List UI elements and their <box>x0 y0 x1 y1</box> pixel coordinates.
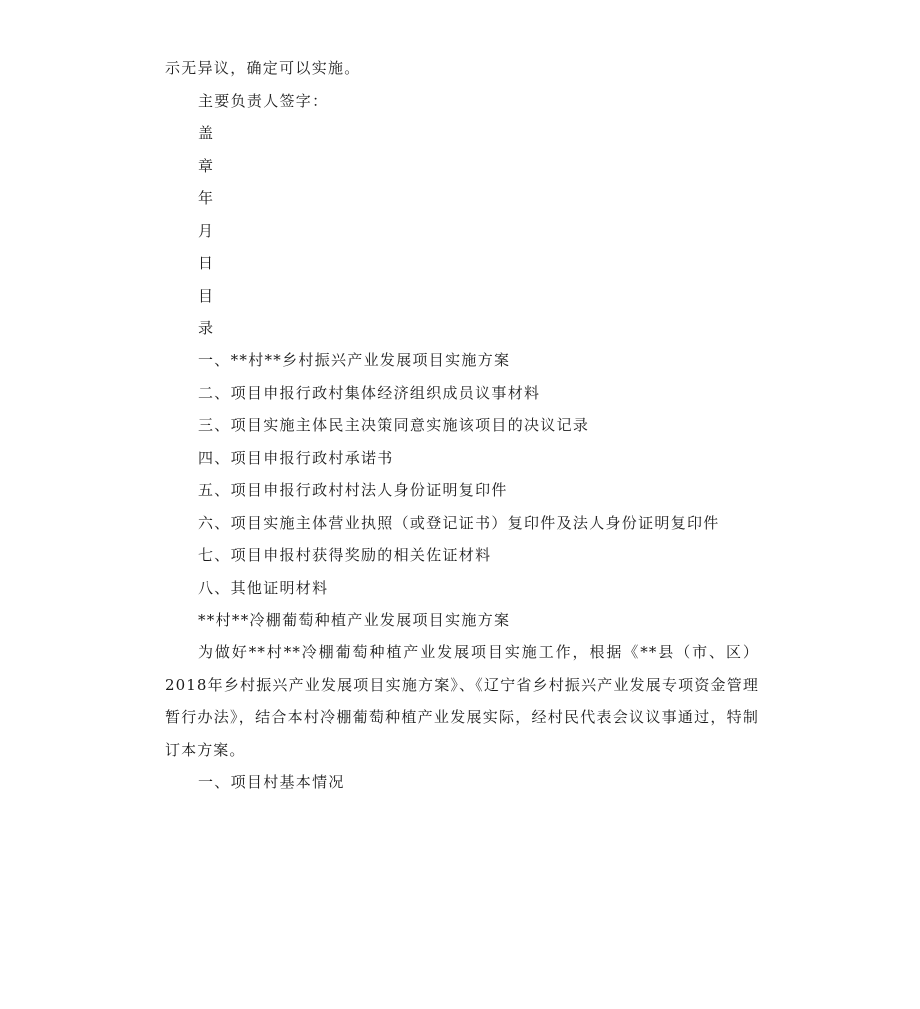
date-year-label: 年 <box>198 189 215 207</box>
toc-item: 二、项目申报行政村集体经济组织成员议事材料 <box>198 384 541 402</box>
toc-title-char-2: 录 <box>198 319 215 337</box>
toc-item: 一、**村**乡村振兴产业发展项目实施方案 <box>198 351 511 369</box>
signature-label: 主要负责人签字： <box>198 92 329 110</box>
intro-paragraph: 为做好**村**冷棚葡萄种植产业发展项目实施工作，根据《**县（市、区）2018年乡村振兴产业发展项目实施方案》、《辽宁省乡村振兴产业发展专项资金管理暂行办法》，结合本村冷棚葡萄种植产业发展实际，经村民代表会议议事通过，特制订本方案。 <box>165 643 759 759</box>
toc-item: 五、项目申报行政村村法人身份证明复印件 <box>198 481 508 499</box>
toc-title-char-1: 目 <box>198 287 215 305</box>
plan-title: **村**冷棚葡萄种植产业发展项目实施方案 <box>198 611 511 629</box>
seal-char-2: 章 <box>198 157 215 175</box>
toc-item: 八、其他证明材料 <box>198 579 329 597</box>
section-heading: 一、项目村基本情况 <box>198 773 345 791</box>
toc-item: 三、项目实施主体民主决策同意实施该项目的决议记录 <box>198 416 590 434</box>
toc-item: 六、项目实施主体营业执照（或登记证书）复印件及法人身份证明复印件 <box>198 514 720 532</box>
date-day-label: 日 <box>198 254 215 272</box>
seal-char-1: 盖 <box>198 124 215 142</box>
toc-item: 七、项目申报村获得奖励的相关佐证材料 <box>198 546 492 564</box>
date-month-label: 月 <box>198 222 215 240</box>
toc-item: 四、项目申报行政村承诺书 <box>198 449 394 467</box>
continuation-text: 示无异议，确定可以实施。 <box>165 59 361 77</box>
